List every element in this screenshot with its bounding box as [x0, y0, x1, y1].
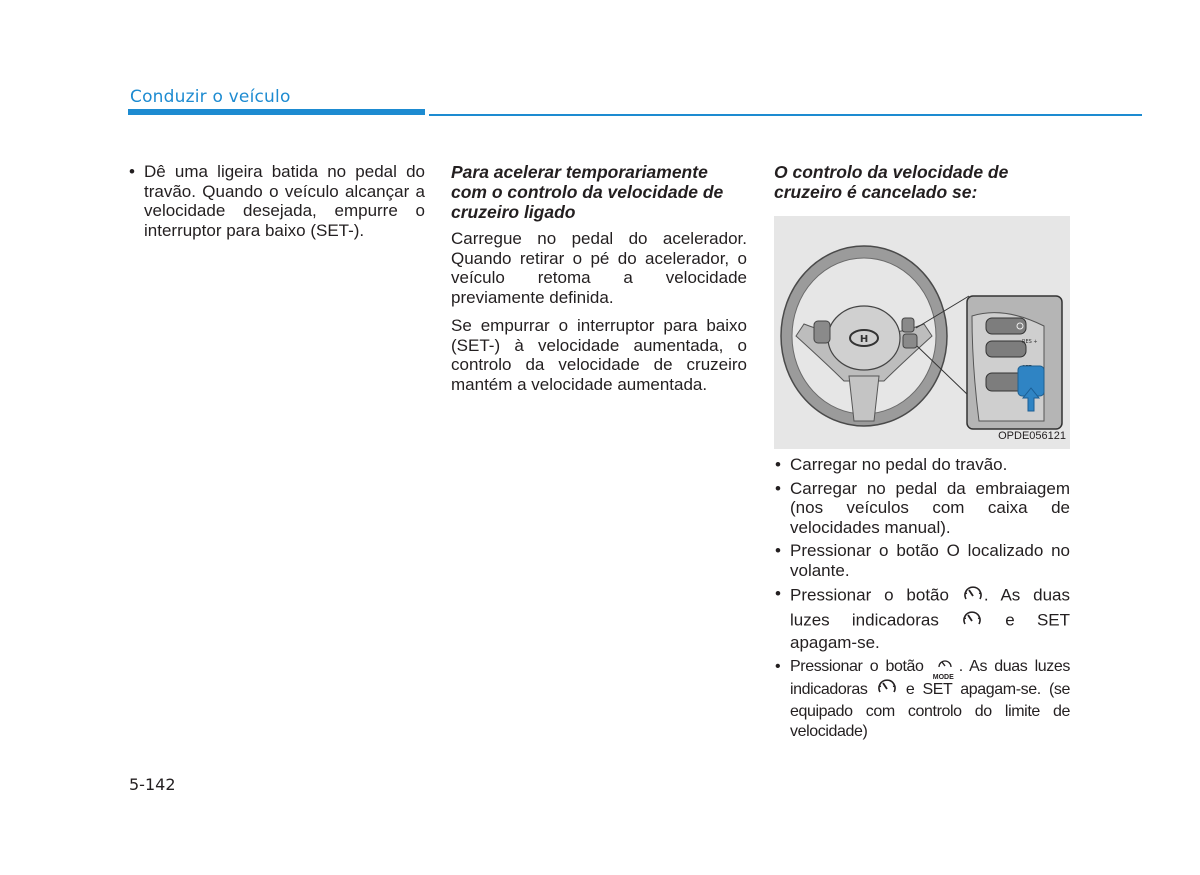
list-item — [774, 584, 1070, 653]
bullet-list — [774, 455, 1070, 741]
steering-wheel-figure — [774, 216, 1070, 449]
paragraph: Carregue no pedal do acelerador. Quando retirar o pé do acelerador, o veículo retoma a velocidade previamente definida. — [451, 229, 747, 307]
list-item — [774, 657, 1070, 742]
section-heading: O controlo da velocidade de cruzeiro é cancelado se: — [774, 162, 1009, 202]
column-1 — [128, 162, 425, 244]
mode-label: MODE — [932, 673, 954, 681]
column-3 — [774, 162, 1070, 745]
cruise-indicator-icon — [961, 609, 983, 634]
drive-mode-button-icon — [931, 657, 959, 681]
cruise-control-icon — [962, 584, 984, 609]
list-item-text: e SET apagam-se. (se equipado com controlo do limite de velocidade) — [790, 680, 1070, 740]
steering-wheel-illustration — [774, 216, 1070, 449]
list-item-text: Pressionar o botão — [790, 657, 924, 675]
list-item-text: . As duas luzes indicadoras — [790, 657, 1070, 698]
header-bar-left — [128, 109, 425, 115]
svg-text:H: H — [859, 334, 869, 345]
list-item: • Carregar no pedal do travão. — [774, 455, 1070, 475]
cruise-indicator-icon — [876, 677, 898, 703]
page-number: 5-142 — [129, 775, 176, 794]
list-item-text: . As duas luzes indicadoras — [790, 585, 1070, 630]
paragraph: Se empurrar o interruptor para baixo (SET-) à velocidade aumentada, o controlo da velocidade de cruzeiro mantém a velocidade aumentada. — [451, 316, 747, 394]
list-item: • Carregar no pedal da embraiagem (nos veículos com caixa de velocidades manual). — [774, 479, 1070, 538]
figure-code: OPDE056121 — [998, 429, 1066, 442]
column-2 — [451, 162, 747, 403]
section-heading: Para acelerar temporariamente com o controlo da velocidade de cruzeiro ligado — [451, 162, 724, 222]
res-label: RES + — [1022, 339, 1038, 345]
list-item: • Dê uma ligeira batida no pedal do travão. Quando o veículo alcançar a velocidade desejada, empurre o interruptor para baixo (SET-). — [128, 162, 425, 240]
header-rule — [429, 114, 1142, 116]
bullet-list — [128, 162, 425, 240]
header-title: Conduzir o veículo — [130, 87, 291, 107]
list-item: • Pressionar o botão O localizado no volante. — [774, 541, 1070, 580]
list-item-text: Pressionar o botão — [790, 585, 949, 605]
list-item-text: e SET apagam-se. — [790, 610, 1071, 652]
